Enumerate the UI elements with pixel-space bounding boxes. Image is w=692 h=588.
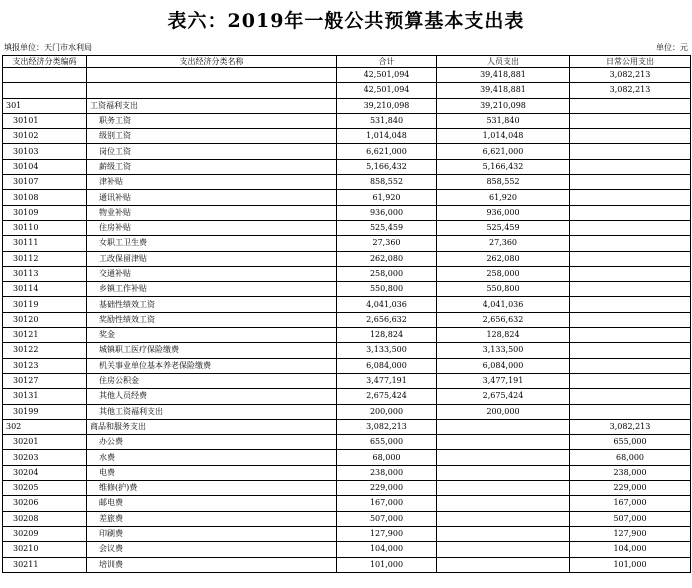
cell-name — [87, 68, 337, 83]
cell-total: 3,477,191 — [337, 373, 437, 388]
cell-name — [87, 83, 337, 98]
cell-name: 住房补贴 — [87, 220, 337, 235]
cell-total: 2,656,632 — [337, 312, 437, 327]
cell-daily — [570, 236, 691, 251]
cell-total: 258,000 — [337, 266, 437, 281]
cell-daily: 229,000 — [570, 481, 691, 496]
cell-code: 30103 — [3, 144, 87, 159]
cell-daily: 3,082,213 — [570, 419, 691, 434]
reporting-unit: 填报单位：天门市水利局 — [4, 43, 92, 52]
cell-staff: 1,014,048 — [437, 129, 570, 144]
cell-staff: 200,000 — [437, 404, 570, 419]
cell-total: 39,210,098 — [337, 98, 437, 113]
cell-name: 物业补贴 — [87, 205, 337, 220]
header-daily: 日常公用支出 — [570, 56, 691, 68]
table-row — [3, 144, 691, 159]
cell-staff: 5,166,432 — [437, 159, 570, 174]
cell-code: 30107 — [3, 175, 87, 190]
cell-name: 其他工资福利支出 — [87, 404, 337, 419]
cell-code: 30113 — [3, 266, 87, 281]
cell-staff: 61,920 — [437, 190, 570, 205]
cell-daily: 3,082,213 — [570, 83, 691, 98]
table-row — [3, 526, 691, 541]
cell-daily — [570, 389, 691, 404]
cell-total: 858,552 — [337, 175, 437, 190]
table-row — [3, 343, 691, 358]
cell-daily: 104,000 — [570, 542, 691, 557]
table-row — [3, 220, 691, 235]
cell-daily — [570, 404, 691, 419]
cell-daily: 3,082,213 — [570, 68, 691, 83]
table-row — [3, 511, 691, 526]
cell-name: 机关事业单位基本养老保险缴费 — [87, 358, 337, 373]
table-row — [3, 435, 691, 450]
cell-name: 其他人员经费 — [87, 389, 337, 404]
cell-name: 维修(护)费 — [87, 481, 337, 496]
cell-name: 印刷费 — [87, 526, 337, 541]
cell-daily — [570, 205, 691, 220]
cell-total: 42,501,094 — [337, 83, 437, 98]
cell-name: 电费 — [87, 465, 337, 480]
cell-name: 工改保留津贴 — [87, 251, 337, 266]
cell-name: 邮电费 — [87, 496, 337, 511]
table-row — [3, 266, 691, 281]
table-row — [3, 83, 691, 98]
cell-staff — [437, 419, 570, 434]
header-name: 支出经济分类名称 — [87, 56, 337, 68]
table-row — [3, 98, 691, 113]
table-row — [3, 419, 691, 434]
cell-total: 104,000 — [337, 542, 437, 557]
cell-staff: 6,621,000 — [437, 144, 570, 159]
cell-name: 级别工资 — [87, 129, 337, 144]
table-row — [3, 251, 691, 266]
table-row — [3, 389, 691, 404]
cell-staff: 6,084,000 — [437, 358, 570, 373]
cell-total: 68,000 — [337, 450, 437, 465]
cell-total: 128,824 — [337, 328, 437, 343]
table-row — [3, 159, 691, 174]
cell-total: 3,133,500 — [337, 343, 437, 358]
cell-total: 4,041,036 — [337, 297, 437, 312]
cell-code: 30208 — [3, 511, 87, 526]
cell-daily — [570, 282, 691, 297]
cell-total: 936,000 — [337, 205, 437, 220]
cell-name: 工资福利支出 — [87, 98, 337, 113]
cell-name: 住房公积金 — [87, 373, 337, 388]
cell-name: 奖励性绩效工资 — [87, 312, 337, 327]
cell-staff: 39,418,881 — [437, 68, 570, 83]
currency-unit: 单位：元 — [656, 43, 688, 52]
cell-name: 薪级工资 — [87, 159, 337, 174]
cell-staff: 128,824 — [437, 328, 570, 343]
cell-code: 30123 — [3, 358, 87, 373]
cell-name: 培训费 — [87, 557, 337, 572]
cell-code: 30209 — [3, 526, 87, 541]
cell-total: 200,000 — [337, 404, 437, 419]
cell-code: 30131 — [3, 389, 87, 404]
header-staff: 人员支出 — [437, 56, 570, 68]
cell-code: 30109 — [3, 205, 87, 220]
cell-daily — [570, 297, 691, 312]
cell-code: 30210 — [3, 542, 87, 557]
cell-staff: 3,477,191 — [437, 373, 570, 388]
cell-daily: 238,000 — [570, 465, 691, 480]
cell-code — [3, 68, 87, 83]
table-row — [3, 282, 691, 297]
cell-code: 30112 — [3, 251, 87, 266]
table-row — [3, 373, 691, 388]
cell-name: 差旅费 — [87, 511, 337, 526]
cell-total: 550,800 — [337, 282, 437, 297]
cell-staff: 525,459 — [437, 220, 570, 235]
cell-staff: 3,133,500 — [437, 343, 570, 358]
cell-daily — [570, 190, 691, 205]
cell-name: 职务工资 — [87, 113, 337, 128]
cell-name: 岗位工资 — [87, 144, 337, 159]
cell-name: 津补贴 — [87, 175, 337, 190]
table-row — [3, 358, 691, 373]
expenditure-table — [2, 55, 691, 573]
cell-daily — [570, 144, 691, 159]
cell-staff: 2,675,424 — [437, 389, 570, 404]
cell-daily — [570, 312, 691, 327]
table-row — [3, 190, 691, 205]
cell-code: 30114 — [3, 282, 87, 297]
table-row — [3, 312, 691, 327]
cell-name: 通讯补贴 — [87, 190, 337, 205]
cell-daily — [570, 343, 691, 358]
cell-code: 30104 — [3, 159, 87, 174]
cell-staff: 262,080 — [437, 251, 570, 266]
cell-code: 30203 — [3, 450, 87, 465]
table-row — [3, 297, 691, 312]
cell-daily: 167,000 — [570, 496, 691, 511]
cell-daily: 68,000 — [570, 450, 691, 465]
table-row — [3, 557, 691, 572]
table-row — [3, 129, 691, 144]
cell-total: 167,000 — [337, 496, 437, 511]
table-row — [3, 113, 691, 128]
table-body — [3, 68, 691, 573]
cell-code: 30205 — [3, 481, 87, 496]
cell-staff — [437, 435, 570, 450]
cell-code: 30119 — [3, 297, 87, 312]
cell-staff: 936,000 — [437, 205, 570, 220]
cell-staff — [437, 542, 570, 557]
cell-staff — [437, 481, 570, 496]
cell-name: 会议费 — [87, 542, 337, 557]
cell-total: 238,000 — [337, 465, 437, 480]
cell-staff — [437, 496, 570, 511]
cell-name: 水费 — [87, 450, 337, 465]
cell-total: 61,920 — [337, 190, 437, 205]
cell-code: 30102 — [3, 129, 87, 144]
cell-staff: 2,656,632 — [437, 312, 570, 327]
cell-name: 奖金 — [87, 328, 337, 343]
cell-total: 6,084,000 — [337, 358, 437, 373]
cell-staff: 39,418,881 — [437, 83, 570, 98]
page-title: 表六：2019年一般公共预算基本支出表 — [167, 10, 525, 32]
table-row — [3, 328, 691, 343]
cell-name: 交通补贴 — [87, 266, 337, 281]
cell-staff — [437, 526, 570, 541]
cell-code: 30206 — [3, 496, 87, 511]
cell-total: 229,000 — [337, 481, 437, 496]
cell-total: 27,360 — [337, 236, 437, 251]
cell-daily — [570, 159, 691, 174]
cell-code: 30199 — [3, 404, 87, 419]
cell-code: 30211 — [3, 557, 87, 572]
table-row — [3, 404, 691, 419]
table-row — [3, 175, 691, 190]
cell-code: 302 — [3, 419, 87, 434]
cell-staff: 531,840 — [437, 113, 570, 128]
cell-name: 女职工卫生费 — [87, 236, 337, 251]
table-row — [3, 205, 691, 220]
cell-code: 301 — [3, 98, 87, 113]
table-row — [3, 236, 691, 251]
cell-staff: 27,360 — [437, 236, 570, 251]
cell-name: 城镇职工医疗保险缴费 — [87, 343, 337, 358]
table-row — [3, 450, 691, 465]
cell-staff: 4,041,036 — [437, 297, 570, 312]
cell-daily: 507,000 — [570, 511, 691, 526]
cell-daily — [570, 129, 691, 144]
table-row — [3, 68, 691, 83]
cell-name: 乡镇工作补贴 — [87, 282, 337, 297]
cell-code: 30204 — [3, 465, 87, 480]
cell-daily — [570, 373, 691, 388]
cell-daily — [570, 175, 691, 190]
cell-total: 42,501,094 — [337, 68, 437, 83]
cell-total: 262,080 — [337, 251, 437, 266]
cell-total: 525,459 — [337, 220, 437, 235]
cell-staff — [437, 511, 570, 526]
cell-staff: 550,800 — [437, 282, 570, 297]
cell-code: 30101 — [3, 113, 87, 128]
table-row — [3, 542, 691, 557]
cell-total: 127,900 — [337, 526, 437, 541]
cell-code: 30121 — [3, 328, 87, 343]
cell-name: 基础性绩效工资 — [87, 297, 337, 312]
cell-code: 30108 — [3, 190, 87, 205]
cell-total: 5,166,432 — [337, 159, 437, 174]
table-row — [3, 496, 691, 511]
cell-code: 30201 — [3, 435, 87, 450]
cell-daily — [570, 220, 691, 235]
cell-staff — [437, 557, 570, 572]
cell-total: 507,000 — [337, 511, 437, 526]
header-total: 合计 — [337, 56, 437, 68]
cell-daily: 655,000 — [570, 435, 691, 450]
cell-total: 655,000 — [337, 435, 437, 450]
cell-daily: 101,000 — [570, 557, 691, 572]
cell-daily — [570, 98, 691, 113]
cell-total: 2,675,424 — [337, 389, 437, 404]
cell-total: 101,000 — [337, 557, 437, 572]
cell-name: 商品和服务支出 — [87, 419, 337, 434]
cell-total: 3,082,213 — [337, 419, 437, 434]
cell-code — [3, 83, 87, 98]
header-code: 支出经济分类编码 — [3, 56, 87, 68]
cell-total: 531,840 — [337, 113, 437, 128]
header-row — [3, 56, 691, 68]
cell-staff — [437, 465, 570, 480]
cell-total: 1,014,048 — [337, 129, 437, 144]
cell-total: 6,621,000 — [337, 144, 437, 159]
cell-daily — [570, 266, 691, 281]
cell-code: 30110 — [3, 220, 87, 235]
cell-code: 30111 — [3, 236, 87, 251]
cell-daily — [570, 328, 691, 343]
cell-daily — [570, 358, 691, 373]
cell-daily: 127,900 — [570, 526, 691, 541]
cell-staff — [437, 450, 570, 465]
cell-code: 30122 — [3, 343, 87, 358]
table-row — [3, 481, 691, 496]
cell-daily — [570, 251, 691, 266]
cell-code: 30120 — [3, 312, 87, 327]
cell-staff: 258,000 — [437, 266, 570, 281]
cell-code: 30127 — [3, 373, 87, 388]
cell-staff: 39,210,098 — [437, 98, 570, 113]
table-row — [3, 465, 691, 480]
cell-name: 办公费 — [87, 435, 337, 450]
cell-staff: 858,552 — [437, 175, 570, 190]
cell-daily — [570, 113, 691, 128]
